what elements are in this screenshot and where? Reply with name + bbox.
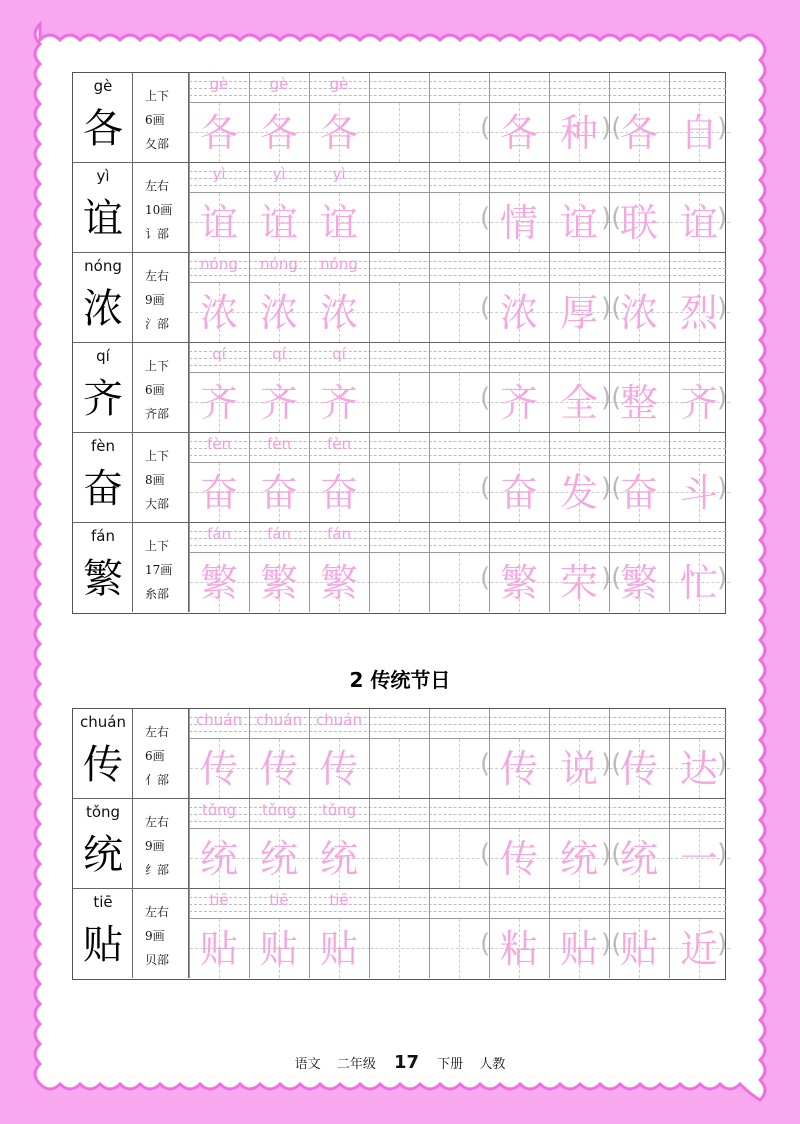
- trace-pinyin: qí: [212, 345, 226, 363]
- structure: 左右: [145, 269, 170, 283]
- writing-grid[interactable]: [189, 889, 726, 978]
- word-character: 近: [679, 927, 718, 971]
- char-cell: [73, 253, 133, 342]
- practice-table-1: [72, 72, 726, 614]
- word-character: 浓: [619, 291, 658, 335]
- word-bracket: ): [717, 929, 728, 959]
- char-info: [133, 523, 189, 612]
- word-bracket: ): [717, 839, 728, 869]
- trace-character: 谊: [319, 201, 358, 245]
- grid-cell[interactable]: [369, 799, 429, 888]
- footer-publisher: 人教: [479, 1057, 506, 1072]
- char-row: [73, 799, 728, 889]
- word-bracket: )(: [601, 383, 622, 413]
- grid-cell[interactable]: [369, 523, 429, 612]
- model-character: 繁: [83, 556, 123, 602]
- writing-grid[interactable]: [189, 523, 726, 612]
- writing-grid[interactable]: [189, 433, 726, 522]
- trace-pinyin: qí: [332, 345, 346, 363]
- word-character: 奋: [619, 471, 658, 515]
- trace-character: 贴: [259, 927, 298, 971]
- word-bracket: (: [480, 293, 491, 323]
- word-character: 传: [499, 747, 538, 791]
- radical: 大部: [145, 497, 170, 511]
- char-cell: [73, 709, 133, 798]
- trace-pinyin: fèn: [326, 435, 352, 453]
- stroke-count: 8画: [145, 473, 165, 487]
- trace-pinyin: chuán: [316, 711, 362, 729]
- structure: 上下: [145, 539, 170, 553]
- char-cell: [73, 523, 133, 612]
- structure: 上下: [145, 359, 170, 373]
- grid-cell[interactable]: [369, 889, 429, 978]
- word-character: 浓: [499, 291, 538, 335]
- footer-subject: 语文: [294, 1057, 321, 1072]
- page-number: 17: [393, 1052, 420, 1073]
- structure: 上下: [145, 449, 170, 463]
- char-info: [133, 163, 189, 252]
- word-bracket: )(: [601, 113, 622, 143]
- word-character: 传: [499, 837, 538, 881]
- word-character: 整: [619, 381, 658, 425]
- trace-pinyin: fèn: [266, 435, 292, 453]
- char-cell: [73, 799, 133, 888]
- word-character: 贴: [559, 927, 598, 971]
- trace-character: 统: [199, 837, 238, 881]
- word-character: 贴: [619, 927, 658, 971]
- trace-character: 齐: [319, 381, 358, 425]
- word-character: 繁: [499, 561, 538, 605]
- trace-pinyin: gè: [329, 75, 349, 93]
- radical: 齐部: [145, 407, 170, 421]
- word-character: 全: [559, 381, 598, 425]
- radical: 贝部: [145, 953, 170, 967]
- trace-character: 齐: [199, 381, 238, 425]
- stroke-count: 10画: [145, 203, 173, 217]
- char-info: [133, 709, 189, 798]
- page-footer: [0, 1052, 800, 1073]
- cell-guide: [370, 222, 430, 223]
- word-bracket: )(: [601, 203, 622, 233]
- trace-pinyin: chuán: [256, 711, 302, 729]
- word-character: 统: [619, 837, 658, 881]
- word-character: 统: [559, 837, 598, 881]
- word-bracket: )(: [601, 563, 622, 593]
- word-bracket: (: [480, 839, 491, 869]
- trace-pinyin: fán: [207, 525, 231, 543]
- trace-character: 浓: [319, 291, 358, 335]
- word-character: 一: [679, 837, 718, 881]
- trace-character: 传: [319, 747, 358, 791]
- word-character: 齐: [499, 381, 538, 425]
- trace-character: 各: [259, 111, 298, 155]
- pinyin: tiē: [93, 893, 113, 911]
- word-bracket: (: [480, 473, 491, 503]
- pinyin: gè: [93, 77, 113, 95]
- word-character: 发: [559, 471, 598, 515]
- trace-character: 贴: [199, 927, 238, 971]
- word-bracket: (: [480, 749, 491, 779]
- structure: 上下: [145, 89, 170, 103]
- pinyin: tǒng: [85, 803, 121, 821]
- radical: 讠部: [145, 227, 170, 241]
- trace-character: 统: [319, 837, 358, 881]
- trace-pinyin: tiē: [269, 891, 289, 909]
- cell-guide: [370, 582, 430, 583]
- writing-grid[interactable]: [189, 253, 726, 342]
- word-bracket: )(: [601, 473, 622, 503]
- pinyin: yì: [96, 167, 110, 185]
- grid-cell[interactable]: [369, 343, 429, 432]
- trace-character: 贴: [319, 927, 358, 971]
- cell-guide: [370, 948, 430, 949]
- radical: 糸部: [145, 587, 170, 601]
- word-bracket: (: [480, 563, 491, 593]
- word-character: 联: [619, 201, 658, 245]
- trace-pinyin: gè: [269, 75, 289, 93]
- stroke-count: 6画: [145, 383, 165, 397]
- char-row: [73, 73, 728, 163]
- trace-character: 谊: [199, 201, 238, 245]
- trace-pinyin: tǒng: [201, 801, 237, 819]
- trace-pinyin: qí: [272, 345, 286, 363]
- stroke-count: 9画: [145, 293, 165, 307]
- radical: 夂部: [145, 137, 170, 151]
- trace-pinyin: nóng: [320, 255, 358, 273]
- footer-volume: 下册: [437, 1057, 464, 1072]
- pinyin: fèn: [90, 437, 116, 455]
- trace-character: 传: [259, 747, 298, 791]
- trace-pinyin: gè: [209, 75, 229, 93]
- writing-grid[interactable]: [189, 343, 726, 432]
- grid-cell[interactable]: [369, 709, 429, 798]
- word-character: 荣: [559, 561, 598, 605]
- word-character: 繁: [619, 561, 658, 605]
- char-cell: [73, 889, 133, 978]
- structure: 左右: [145, 179, 170, 193]
- word-character: 传: [619, 747, 658, 791]
- trace-pinyin: yì: [332, 165, 346, 183]
- writing-grid[interactable]: [189, 799, 726, 888]
- model-character: 谊: [83, 196, 123, 242]
- char-cell: [73, 343, 133, 432]
- grid-cell[interactable]: [369, 253, 429, 342]
- trace-pinyin: tǒng: [321, 801, 357, 819]
- model-character: 浓: [83, 286, 123, 332]
- word-character: 齐: [679, 381, 718, 425]
- word-bracket: ): [717, 203, 728, 233]
- grid-cell[interactable]: [369, 73, 429, 162]
- model-character: 统: [83, 832, 123, 878]
- stroke-count: 9画: [145, 839, 165, 853]
- char-cell: [73, 433, 133, 522]
- trace-character: 齐: [259, 381, 298, 425]
- trace-character: 奋: [199, 471, 238, 515]
- word-character: 奋: [499, 471, 538, 515]
- word-character: 谊: [559, 201, 598, 245]
- structure: 左右: [145, 815, 170, 829]
- char-info: [133, 433, 189, 522]
- practice-table-2: [72, 708, 726, 980]
- word-bracket: (: [480, 383, 491, 413]
- char-info: [133, 73, 189, 162]
- trace-pinyin: yì: [212, 165, 226, 183]
- word-bracket: ): [717, 293, 728, 323]
- word-character: 情: [499, 201, 538, 245]
- cell-guide: [370, 858, 430, 859]
- trace-character: 繁: [259, 561, 298, 605]
- trace-character: 传: [199, 747, 238, 791]
- trace-character: 各: [199, 111, 238, 155]
- word-character: 忙: [679, 561, 718, 605]
- char-cell: [73, 163, 133, 252]
- cell-guide: [370, 402, 430, 403]
- lesson-title: 2 传统节日: [349, 668, 451, 692]
- trace-character: 各: [319, 111, 358, 155]
- writing-grid[interactable]: [189, 163, 726, 252]
- word-character: 种: [559, 111, 598, 155]
- trace-pinyin: fán: [267, 525, 291, 543]
- word-bracket: (: [480, 929, 491, 959]
- grid-cell[interactable]: [369, 163, 429, 252]
- word-bracket: )(: [601, 929, 622, 959]
- char-row: [73, 253, 728, 343]
- trace-pinyin: tiē: [209, 891, 229, 909]
- cell-guide: [370, 768, 430, 769]
- trace-pinyin: chuán: [196, 711, 242, 729]
- word-bracket: )(: [601, 293, 622, 323]
- trace-pinyin: tiē: [329, 891, 349, 909]
- trace-pinyin: yì: [272, 165, 286, 183]
- structure: 左右: [145, 905, 170, 919]
- word-character: 粘: [499, 927, 538, 971]
- word-character: 谊: [679, 201, 718, 245]
- word-bracket: ): [717, 749, 728, 779]
- stroke-count: 9画: [145, 929, 165, 943]
- word-bracket: ): [717, 113, 728, 143]
- trace-pinyin: nóng: [260, 255, 298, 273]
- writing-grid[interactable]: [189, 709, 726, 798]
- trace-pinyin: fèn: [206, 435, 232, 453]
- trace-pinyin: nóng: [200, 255, 238, 273]
- char-row: [73, 889, 728, 979]
- word-character: 达: [679, 747, 718, 791]
- model-character: 传: [83, 742, 123, 788]
- stroke-count: 6画: [145, 749, 165, 763]
- char-cell: [73, 73, 133, 162]
- word-character: 斗: [679, 471, 718, 515]
- char-row: [73, 709, 728, 799]
- word-character: 各: [619, 111, 658, 155]
- char-info: [133, 343, 189, 432]
- char-row: [73, 523, 728, 613]
- cell-guide: [370, 312, 430, 313]
- word-character: 烈: [679, 291, 718, 335]
- pinyin: nóng: [84, 257, 122, 275]
- pinyin: qí: [96, 347, 110, 365]
- radical: 氵部: [145, 317, 170, 331]
- trace-pinyin: tǒng: [261, 801, 297, 819]
- char-row: [73, 433, 728, 523]
- model-character: 齐: [83, 376, 123, 422]
- model-character: 各: [83, 106, 123, 152]
- word-character: 说: [559, 747, 598, 791]
- word-character: 自: [679, 111, 718, 155]
- trace-character: 谊: [259, 201, 298, 245]
- radical: 纟部: [145, 863, 170, 877]
- grid-cell[interactable]: [369, 433, 429, 522]
- model-character: 贴: [83, 922, 123, 968]
- word-bracket: (: [480, 203, 491, 233]
- word-bracket: )(: [601, 839, 622, 869]
- stroke-count: 6画: [145, 113, 165, 127]
- trace-character: 繁: [319, 561, 358, 605]
- char-info: [133, 889, 189, 978]
- word-bracket: ): [717, 563, 728, 593]
- trace-character: 浓: [259, 291, 298, 335]
- trace-pinyin: fán: [327, 525, 351, 543]
- writing-grid[interactable]: [189, 73, 726, 162]
- pinyin: fán: [91, 527, 115, 545]
- word-bracket: ): [717, 383, 728, 413]
- char-row: [73, 163, 728, 253]
- stroke-count: 17画: [145, 563, 173, 577]
- cell-guide: [370, 132, 430, 133]
- cell-guide: [370, 492, 430, 493]
- model-character: 奋: [83, 466, 123, 512]
- trace-character: 奋: [319, 471, 358, 515]
- word-character: 各: [499, 111, 538, 155]
- word-character: 厚: [559, 291, 598, 335]
- footer-grade: 二年级: [336, 1057, 376, 1072]
- radical: 亻部: [145, 773, 170, 787]
- char-info: [133, 253, 189, 342]
- structure: 左右: [145, 725, 170, 739]
- char-row: [73, 343, 728, 433]
- trace-character: 繁: [199, 561, 238, 605]
- pinyin: chuán: [80, 713, 126, 731]
- trace-character: 浓: [199, 291, 238, 335]
- word-bracket: ): [717, 473, 728, 503]
- char-info: [133, 799, 189, 888]
- trace-character: 统: [259, 837, 298, 881]
- trace-character: 奋: [259, 471, 298, 515]
- word-bracket: )(: [601, 749, 622, 779]
- word-bracket: (: [480, 113, 491, 143]
